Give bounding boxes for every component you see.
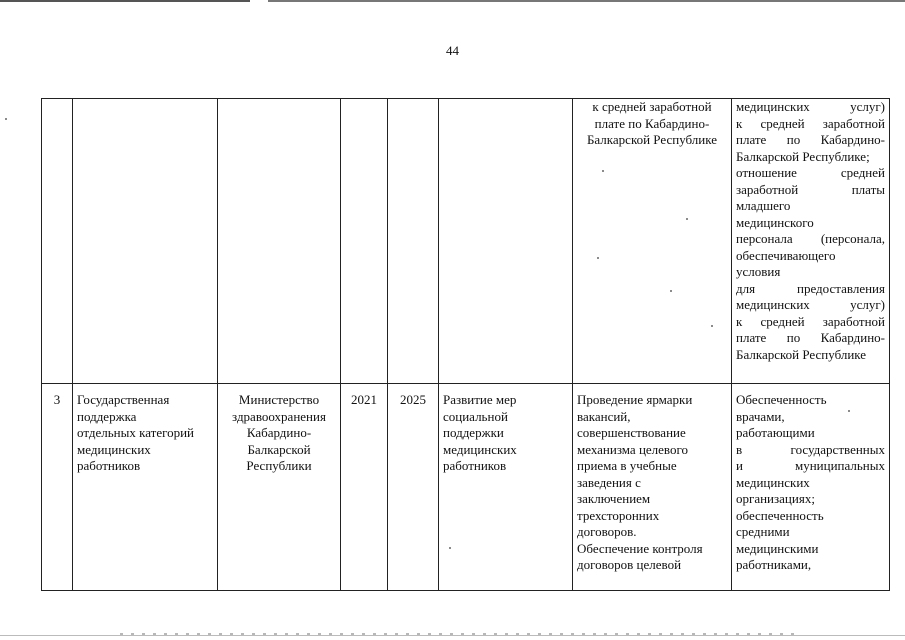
text-line: Кабардино- (246, 425, 312, 440)
text-line: поддержка (77, 408, 137, 424)
page-number: 44 (446, 43, 459, 58)
expected-result (443, 392, 568, 475)
indicators-text (736, 392, 885, 574)
text-line: медицинского (736, 214, 814, 230)
measure-name (77, 392, 213, 475)
text-line: заключением (577, 491, 651, 506)
text-line: врачами, (736, 408, 785, 424)
text-line: персонала (персонала, (736, 231, 885, 246)
text-line: обеспеченность (736, 507, 824, 523)
cell-end-year (388, 99, 439, 384)
text-line: младшего (736, 198, 791, 213)
text-line: Республики (246, 458, 312, 473)
text-line: здравоохранения (232, 408, 326, 424)
cell-measures (573, 99, 732, 384)
scan-edge-bottom (0, 630, 905, 640)
cell-name (73, 99, 218, 384)
text-line: поддержки (443, 425, 504, 440)
text-line: обеспечивающего (736, 247, 836, 263)
text-line: отношение средней (736, 165, 885, 180)
text-line: Обеспечение контроля (577, 540, 703, 556)
text-line: условия (736, 264, 781, 279)
measures-text (577, 392, 727, 574)
text-line: работающими (736, 425, 815, 440)
text-line: плате по Кабардино- (736, 132, 885, 147)
text-line: к средней заработной (736, 313, 885, 329)
scan-speck (602, 170, 604, 172)
text-line: плате по Кабардино- (594, 115, 710, 131)
scan-speck (5, 118, 7, 120)
table-row-3 (42, 384, 890, 591)
text-line: Государственная (77, 392, 170, 407)
cell-executor (218, 99, 341, 384)
text-line: работников (443, 458, 507, 473)
cell-measures (573, 384, 732, 591)
text-line: Балкарской (247, 441, 311, 457)
text-line: договоров. (577, 524, 637, 539)
end-year: 2025 (388, 384, 439, 591)
text-line: Балкарской Республике (736, 346, 867, 362)
text-line: социальной (443, 408, 508, 424)
executor-name (222, 392, 336, 475)
text-line: средними (736, 524, 790, 539)
text-line: отдельных категорий (77, 425, 195, 440)
text-line: Балкарской Республике (586, 132, 718, 147)
text-line: приема в учебные (577, 458, 677, 473)
cell-executor (218, 384, 341, 591)
cell-result (439, 384, 573, 591)
text-line: Проведение ярмарки (577, 392, 693, 407)
cell-name (73, 384, 218, 591)
text-line: и муниципальных (736, 458, 885, 473)
text-line: в государственных (736, 441, 885, 457)
text-line: вакансий, (577, 408, 631, 424)
continuation-measures-text (577, 99, 727, 149)
text-line: трехсторонних (577, 507, 660, 523)
text-line: Обеспеченность (736, 392, 827, 407)
text-line: медицинскими (736, 540, 819, 556)
continuation-indicators-text (736, 99, 885, 363)
cell-start-year (341, 99, 388, 384)
scan-speck (848, 410, 850, 412)
start-year: 2021 (341, 384, 388, 591)
text-line: работников (77, 458, 141, 473)
row-number: 3 (42, 384, 73, 591)
text-line: совершенствование (577, 425, 686, 440)
text-line: механизма целевого (577, 441, 688, 457)
text-line: медицинских (443, 441, 517, 457)
text-line: медицинских услуг) (736, 99, 885, 114)
scan-speck (449, 547, 451, 549)
text-line: заведения с (577, 474, 641, 490)
program-table (41, 98, 890, 591)
table-row-continuation (42, 99, 890, 384)
text-line: Министерство (238, 392, 320, 407)
text-line: плате по Кабардино- (736, 330, 885, 345)
scan-speck (670, 290, 672, 292)
text-line: к средней заработной (592, 99, 712, 114)
text-line: организациях; (736, 491, 815, 506)
scan-speck (711, 325, 713, 327)
text-line: работниками, (736, 557, 812, 572)
scan-speck (597, 257, 599, 259)
text-line: медицинских (736, 474, 810, 490)
text-line: медицинских (77, 441, 151, 457)
text-line: заработной платы (736, 181, 885, 197)
scan-speck (686, 218, 688, 220)
text-line: медицинских услуг) (736, 297, 885, 312)
scan-edge-top (0, 0, 905, 3)
text-line: Балкарской Республике; (736, 148, 870, 164)
text-line: договоров целевой (577, 557, 682, 572)
text-line: для предоставления (736, 280, 885, 296)
cell-indicators (732, 384, 890, 591)
cell-indicators (732, 99, 890, 384)
text-line: к средней заработной (736, 115, 885, 131)
cell-num (42, 99, 73, 384)
text-line: Развитие мер (443, 392, 517, 407)
cell-result (439, 99, 573, 384)
